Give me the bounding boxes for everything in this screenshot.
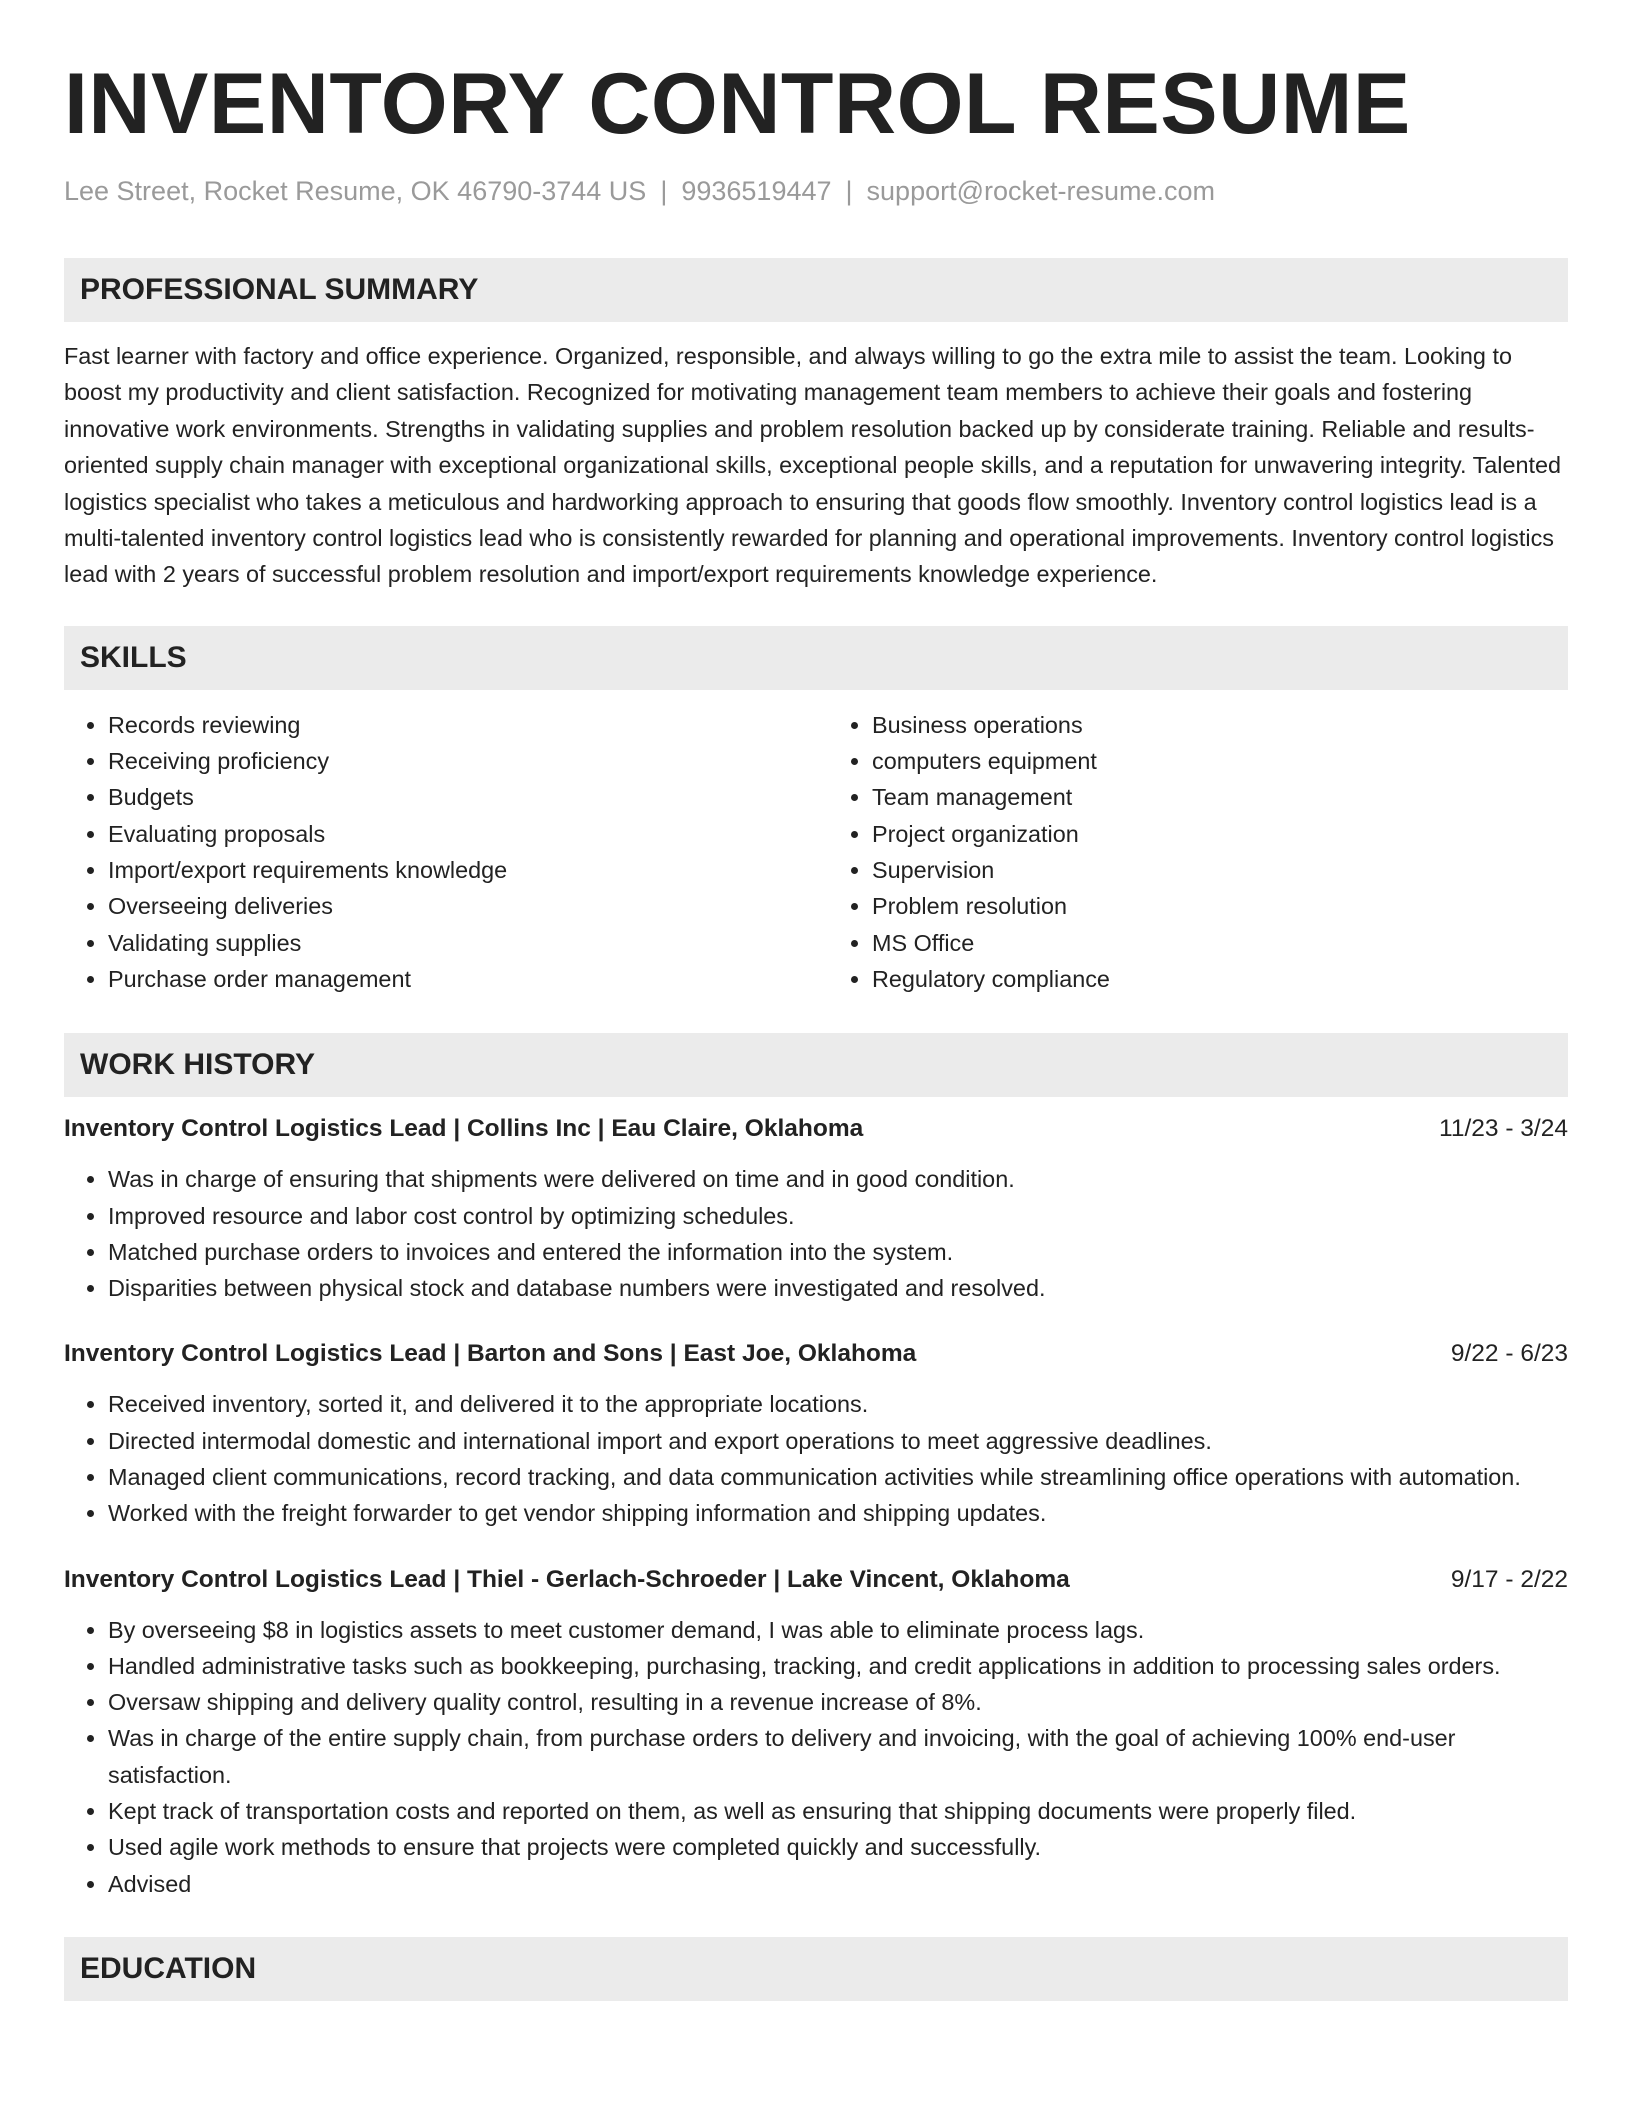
skills-list	[64, 707, 1568, 997]
job-bullet: • Managed client communications, record tracking, and data communication activities while streamlining office operations with automation.	[108, 1459, 1568, 1495]
job-bullet: • Advised	[108, 1866, 1568, 1902]
job-bullet: • By overseeing $8 in logistics assets to meet customer demand, I was able to eliminate process lags.	[108, 1612, 1568, 1648]
job-bullet: • Handled administrative tasks such as bookkeeping, purchasing, tracking, and credit applications in addition to processing sales orders.	[108, 1648, 1568, 1684]
skill-item: • Regulatory compliance	[872, 961, 1532, 997]
skills-column-left	[64, 707, 806, 997]
job-bullets	[64, 1612, 1568, 1902]
work-history-heading: WORK HISTORY	[64, 1033, 1568, 1097]
skill-item: • Budgets	[108, 779, 806, 815]
contact-address: Lee Street, Rocket Resume, OK 46790-3744 US	[64, 176, 647, 206]
job-bullets	[64, 1161, 1568, 1306]
skill-item: • Supervision	[872, 852, 1532, 888]
skill-item: • Business operations	[872, 707, 1532, 743]
skill-item: • Purchase order management	[108, 961, 806, 997]
resume-page	[64, 0, 1568, 2001]
contact-email: support@rocket-resume.com	[866, 176, 1216, 206]
job-header	[64, 1111, 1568, 1147]
contact-phone: 9936519447	[681, 176, 832, 206]
job-bullet: • Matched purchase orders to invoices and entered the information into the system.	[108, 1234, 1568, 1270]
job-bullet: • Directed intermodal domestic and international import and export operations to meet aggressive deadlines.	[108, 1423, 1568, 1459]
skill-item: • computers equipment	[872, 743, 1532, 779]
summary-heading: PROFESSIONAL SUMMARY	[64, 258, 1568, 322]
job-bullet: • Improved resource and labor cost control by optimizing schedules.	[108, 1198, 1568, 1234]
contact-separator: |	[845, 176, 853, 206]
skill-item: • Team management	[872, 779, 1532, 815]
skill-item: • Records reviewing	[108, 707, 806, 743]
contact-separator: |	[660, 176, 668, 206]
job-bullet: • Worked with the freight forwarder to get vendor shipping information and shipping updates.	[108, 1495, 1568, 1531]
job-bullet: • Oversaw shipping and delivery quality control, resulting in a revenue increase of 8%.	[108, 1684, 1568, 1720]
skill-item: • Problem resolution	[872, 888, 1532, 924]
skills-column-right	[806, 707, 1532, 997]
job-entry	[64, 1111, 1568, 1306]
job-bullet: • Received inventory, sorted it, and delivered it to the appropriate locations.	[108, 1386, 1568, 1422]
job-entry	[64, 1336, 1568, 1531]
summary-text: Fast learner with factory and office experience. Organized, responsible, and always willing to go the extra mile to assist the team. Looking to boost my productivity and client satisfaction. Recognized for motivating management team members to achieve their goals and fostering innovative work environments. Strengths in validating supplies and problem resolution backed up by considerate training. Reliable and results-oriented supply chain manager with exceptional organizational skills, exceptional people skills, and a reputation for unwavering integrity. Talented logistics specialist who takes a meticulous and hardworking approach to ensuring that goods flow smoothly. Inventory control logistics lead is a multi-talented inventory control logistics lead who is consistently rewarded for planning and operational improvements. Inventory control logistics lead with 2 years of successful problem resolution and import/export requirements knowledge experience.	[64, 343, 1562, 588]
job-bullet: • Disparities between physical stock and database numbers were investigated and resolved.	[108, 1270, 1568, 1306]
job-header	[64, 1562, 1568, 1598]
resume-title: INVENTORY CONTROL RESUME	[64, 56, 1411, 152]
job-bullet: • Was in charge of ensuring that shipments were delivered on time and in good condition.	[108, 1161, 1568, 1197]
job-title: Inventory Control Logistics Lead | Thiel - Gerlach-Schroeder | Lake Vincent, Oklahoma	[64, 1565, 1070, 1593]
skills-heading: SKILLS	[64, 626, 1568, 690]
skill-item: • Evaluating proposals	[108, 816, 806, 852]
skill-item: • Import/export requirements knowledge	[108, 852, 806, 888]
job-dates: 9/22 - 6/23	[1450, 1340, 1568, 1368]
education-heading: EDUCATION	[64, 1937, 1568, 2001]
job-title: Inventory Control Logistics Lead | Collins Inc | Eau Claire, Oklahoma	[64, 1115, 864, 1143]
job-dates: 11/23 - 3/24	[1439, 1115, 1568, 1143]
job-bullet: • Kept track of transportation costs and reported on them, as well as ensuring that shipping documents were properly filed.	[108, 1793, 1568, 1829]
skill-item: • Overseeing deliveries	[108, 888, 806, 924]
job-entry	[64, 1562, 1568, 1902]
job-bullet: • Used agile work methods to ensure that projects were completed quickly and successfully.	[108, 1829, 1568, 1865]
job-bullets	[64, 1386, 1568, 1531]
job-bullet: • Was in charge of the entire supply chain, from purchase orders to delivery and invoicing, with the goal of achieving 100% end-user satisfaction.	[108, 1720, 1568, 1793]
skill-item: • MS Office	[872, 925, 1532, 961]
job-title: Inventory Control Logistics Lead | Barton and Sons | East Joe, Oklahoma	[64, 1340, 917, 1368]
contact-line	[64, 174, 1568, 208]
job-header	[64, 1336, 1568, 1372]
job-dates: 9/17 - 2/22	[1450, 1565, 1568, 1593]
skill-item: • Project organization	[872, 816, 1532, 852]
skill-item: • Receiving proficiency	[108, 743, 806, 779]
skill-item: • Validating supplies	[108, 925, 806, 961]
